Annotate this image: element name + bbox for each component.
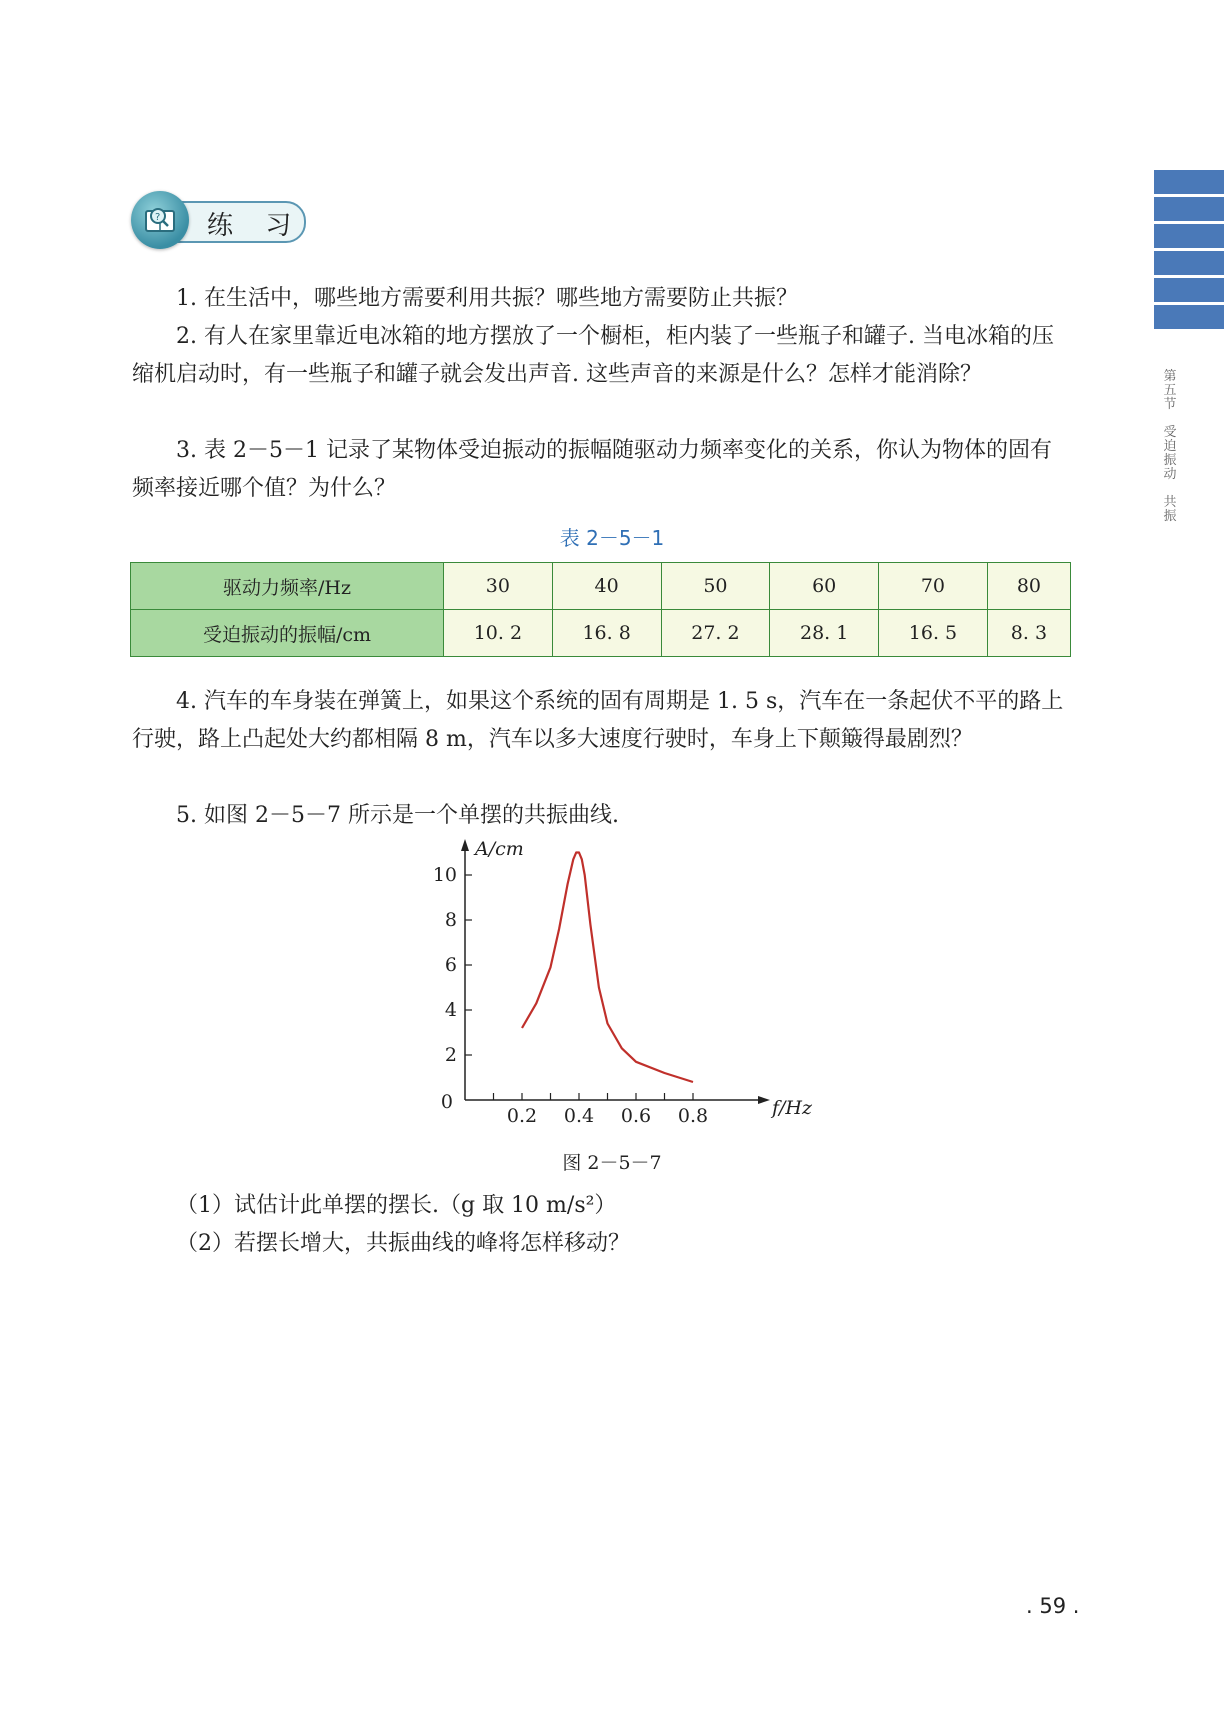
row-header-amplitude: 受迫振动的振幅/cm (131, 610, 444, 657)
book-magnifier-icon (131, 191, 189, 249)
y-tick-label: 10 (432, 864, 457, 886)
exercise-header (131, 191, 306, 251)
y-tick-label: 2 (444, 1044, 457, 1066)
y-axis-label: A/cm (475, 838, 524, 860)
table-row (131, 610, 1071, 657)
x-tick-label: 0.2 (506, 1105, 538, 1127)
table-cell: 27. 2 (661, 610, 770, 657)
x-axis-arrow (758, 1096, 770, 1104)
table-cell: 16. 5 (879, 610, 988, 657)
side-tab-bar (1154, 170, 1224, 194)
x-axis-label: f/Hz (772, 1097, 813, 1119)
question-3: 3. 表 2－5－1 记录了某物体受迫振动的振幅随驱动力频率变化的关系，你认为物体的固有频率接近哪个值？为什么？ (132, 438, 1052, 501)
table-cell: 8. 3 (987, 610, 1070, 657)
y-tick-label: 8 (444, 909, 457, 931)
table-cell: 16. 8 (552, 610, 661, 657)
figure-caption: 图 2－5－7 (562, 1152, 662, 1174)
side-tab-bar (1154, 278, 1224, 302)
section-title: 练 习 (207, 211, 304, 241)
side-tab-bar (1154, 224, 1224, 248)
question-4: 4. 汽车的车身装在弹簧上，如果这个系统的固有周期是 1. 5 s，汽车在一条起伏不平的路上行驶，路上凸起处大约都相隔 8 m，汽车以多大速度行驶时，车身上下颠簸得最剧烈？ (132, 689, 1064, 752)
side-section-label (1160, 370, 1180, 538)
y-axis-arrow (461, 839, 469, 851)
question-2: 2. 有人在家里靠近电冰箱的地方摆放了一个橱柜，柜内装了一些瓶子和罐子. 当电冰箱的压缩机启动时，有一些瓶子和罐子就会发出声音. 这些声音的来源是什么？怎样才能消除？ (132, 324, 1054, 387)
table-row (131, 563, 1071, 610)
side-tab-bar (1154, 251, 1224, 275)
page-number: . 59 . (1026, 1594, 1080, 1618)
svg-text:?: ? (155, 212, 161, 223)
row-header-frequency: 驱动力频率/Hz (131, 563, 444, 610)
question-5: 5. 如图 2－5－7 所示是一个单摆的共振曲线. (176, 803, 619, 828)
x-tick-label: 0.6 (620, 1105, 652, 1127)
question-5-part-2: （2）若摆长增大，共振曲线的峰将怎样移动？ (176, 1231, 630, 1256)
x-tick-label: 0.4 (563, 1105, 595, 1127)
table-cell: 40 (552, 563, 661, 610)
side-label-topic: 受迫振动 (1163, 425, 1177, 482)
side-tab-bar (1154, 197, 1224, 221)
table-cell: 30 (444, 563, 553, 610)
question-1: 1. 在生活中，哪些地方需要利用共振？哪些地方需要防止共振？ (176, 286, 798, 311)
table-cell: 70 (879, 563, 988, 610)
x-tick-label: 0.8 (677, 1105, 709, 1127)
resonance-curve-line (522, 853, 693, 1083)
y-tick-label: 4 (444, 999, 457, 1021)
origin-label: 0 (440, 1091, 453, 1113)
table-cell: 60 (770, 563, 879, 610)
table-cell: 28. 1 (770, 610, 879, 657)
table-cell: 10. 2 (444, 610, 553, 657)
side-label-section: 第五节 (1163, 369, 1177, 412)
table-cell: 80 (987, 563, 1070, 610)
y-tick-label: 6 (444, 954, 457, 976)
table-caption: 表 2－5－1 (559, 526, 665, 550)
question-5-part-1: （1）试估计此单摆的摆长.（g 取 10 m/s²） (176, 1193, 617, 1218)
frequency-amplitude-table (130, 562, 1071, 657)
chapter-side-tab (1154, 170, 1224, 332)
resonance-curve-chart (420, 835, 813, 1135)
table-cell: 50 (661, 563, 770, 610)
side-label-subtopic: 共振 (1163, 495, 1177, 524)
side-tab-bar (1154, 305, 1224, 329)
